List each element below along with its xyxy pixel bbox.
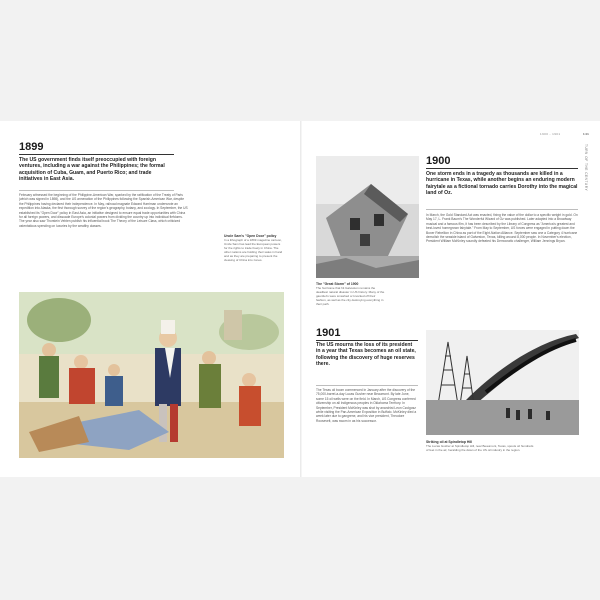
lede-1900: One storm ends in a tragedy as thousands are killed in a hurricane in Texas, while another begins an enduring modern fairytale as a fictional tornado carries Dorothy into the magical land of Oz.	[426, 171, 578, 197]
year-heading-1899: 1899	[19, 141, 44, 153]
caption-text: The hurricane that hit Galveston remains the deadliest natural disaster in US history. Many of the gauntlet's were smashed or knocked off their fashion, as well as the city destroying everything in their path.	[316, 286, 385, 306]
heading-rule	[19, 154, 174, 155]
body-text-1899: February witnessed the beginning of the Philippine-American War, sparked by the ratification of the Treaty of Paris (which was signed in 1898), and the US annexation of the Philippines following the Spanish-American War, despite the Philippines having declared their independence. In May, railroad magnate Edward Harriman underwrote an expedition into Alaska, the first thorough survey of the region's geography, botany, and zoology. In September, the US established its "Open Door" policy in East Asia, an initiative designed to ensure equal trade opportunities with China for all foreign powers, and dissuade Europe's colonial powers from dividing the country up into individual fiefdoms. The year also saw Thorstein Veblen publish his influential book The Theory of the Leisure Class, which criticized ostentatious spending on luxuries by the wealthy classes.	[19, 193, 188, 228]
lede-1901: The US mourns the loss of its president in a year that Texas becomes an oil state, following the discovery of huge reserves there.	[316, 342, 416, 368]
body-text-1901: The Texas oil boom commenced in January after the discovery of the 75,000-barrel-a-day Lucas Gusher near Beaumont. By late June, some 15 oil wells were on the field. In March, US Congress conferred citizenship on all Indigenous peoples in Oklahoma Territory. In September, President McKinley was shot by anarchist Leon Czolgosz while visiting the Pan-American Exposition in Buffalo. McKinley died a week later due to gangrene, and his vice president, Theodore Roosevelt, was sworn in as his successor.	[316, 388, 417, 423]
caption-title: Striking oil at Spindletop Hill	[426, 440, 473, 444]
caption-spindletop	[426, 440, 536, 453]
side-label: TURN OF THE CENTURY	[584, 144, 588, 192]
body-text-1900: In March, the Gold Standard Act was enacted, fixing the value of the dollar to a specific weight in gold. On May 17, L. Frank Baum's The Wonderful Wizard of Oz was published. Later adapted into a Broadway musical and a famous film, it has been described by the Library of Congress as "America's greatest and best-loved homegrown fairytale." From May to September, US forces were engaged in putting down the Boxer Rebellion in China as part of the Eight-Nation Alliance. September saw one a Category 4 hurricane demolish the seaside island of Galveston, Texas, killing around 8,000 people. In November's election, President William McKinley soundly defeated his Democratic challenger, William Jennings Bryan.	[426, 213, 578, 244]
lede-rule	[316, 385, 418, 386]
lede-rule	[426, 209, 578, 210]
caption-text: The Lucas Gusher at Spindletop Hill, near Beaumont, Texas, spouts oil hundreds of feet in the air, heralding the dawn of the US oil industry in the region.	[426, 444, 534, 452]
caption-open-door	[224, 234, 284, 262]
year-heading-1900: 1900	[426, 155, 451, 167]
caption-great-storm	[316, 282, 386, 307]
page-number: 141	[583, 132, 590, 136]
caption-title: Uncle Sam's "Open Door" policy	[224, 234, 277, 238]
lede-rule	[19, 190, 174, 191]
heading-rule	[426, 168, 578, 169]
caption-text: In a lithograph of a 1899 magazine cartoon, Uncle Sam has lead the European powers for the rights to trade freely in China. The other nations are holding their sales in hand and as they are preparing to present the cleaving of China into zones.	[224, 238, 283, 262]
running-head: 1900 - 1901	[540, 132, 561, 136]
lede-1899: The US government finds itself preoccupied with foreign ventures, including a war against the Philippines; the formal acquisition of Cuba, Guam, and Puerto Rico; and trade initiatives in East Asia.	[19, 157, 165, 183]
galveston-storm-photo	[316, 156, 419, 278]
book-gutter	[300, 121, 302, 477]
open-door-cartoon-image	[19, 292, 284, 458]
caption-title: The "Great Storm" of 1900	[316, 282, 359, 286]
heading-rule	[316, 340, 418, 341]
spindletop-gusher-photo	[426, 330, 579, 435]
year-heading-1901: 1901	[316, 327, 341, 339]
